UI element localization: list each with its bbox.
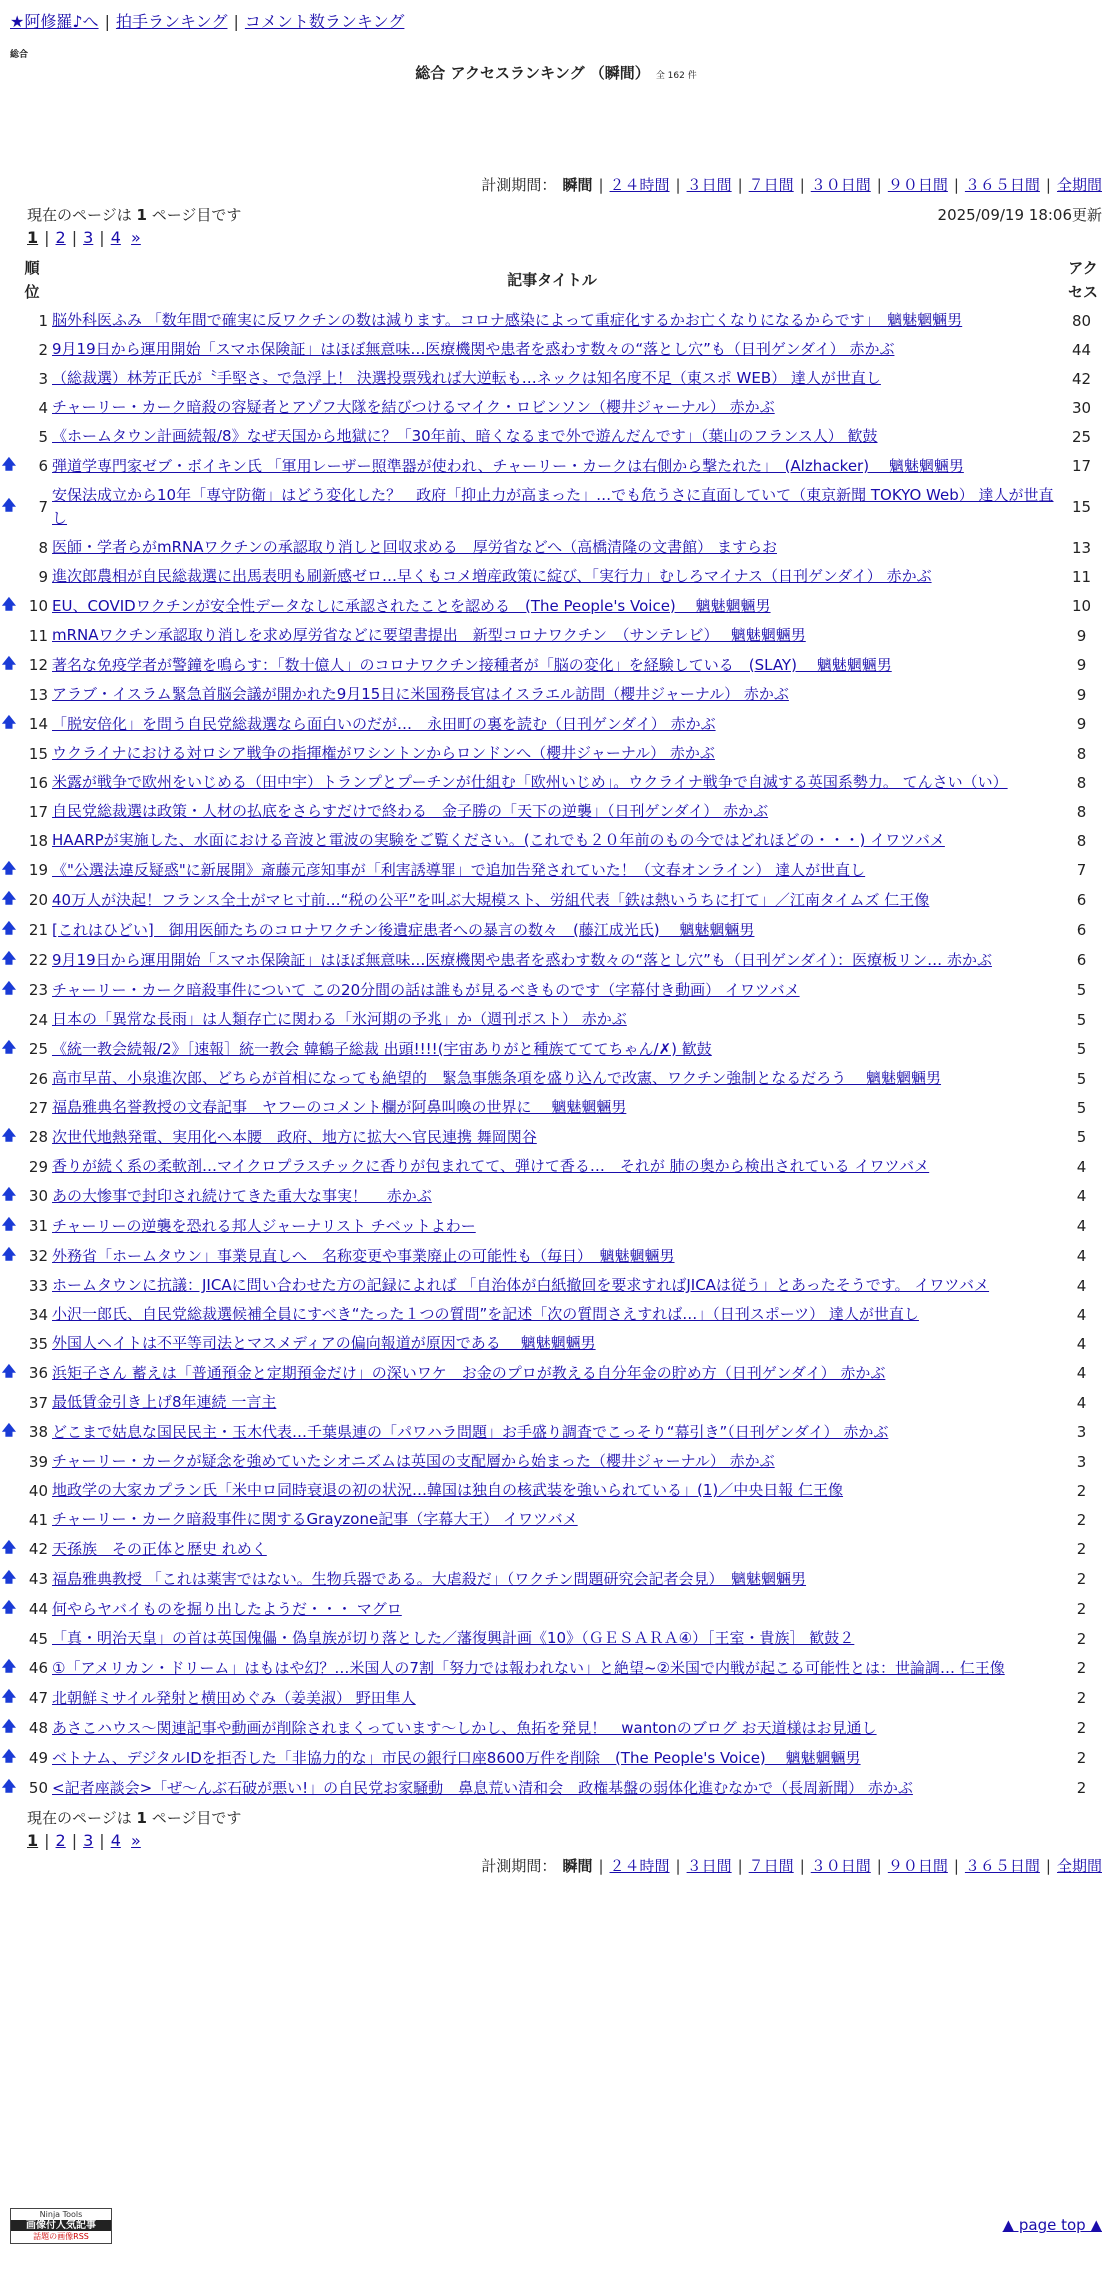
article-link[interactable]: あさこハウス～関連記事や動画が削除されまくっています～しかし、魚拓を発見！ wantonのブログ お天道様はお見通し: [52, 1718, 877, 1737]
access-count: 5: [1076, 1010, 1087, 1029]
page-info-bottom: 現在のページは 1 ページ目です: [27, 1809, 242, 1827]
rank-number: 41: [28, 1510, 48, 1529]
article-link[interactable]: 《ホームタウン計画続報/8》なぜ天国から地獄に？「30年前、暗くなるまで外で遊んだんです」（葉山のフランス人） 歓鼓: [52, 427, 878, 445]
table-row: [0, 1447, 1112, 1476]
article-link[interactable]: 何やらヤバイものを掘り出したようだ・・・ マグロ: [52, 1599, 402, 1618]
rank-number: 30: [28, 1187, 48, 1205]
table-row: [0, 855, 1112, 885]
access-count: 42: [1071, 369, 1092, 388]
access-count: 4: [1076, 1364, 1087, 1382]
rank-number: 23: [28, 981, 48, 999]
access-count: 5: [1076, 1040, 1087, 1058]
rank-number: 7: [38, 498, 48, 516]
table-row: [0, 1534, 1112, 1564]
table-row: [0, 709, 1112, 739]
access-count: 80: [1071, 311, 1092, 330]
period-all-link[interactable]: 全期間: [1056, 176, 1102, 194]
article-link[interactable]: 9月19日から運用開始「スマホ保険証」はほぼ無意味…医療機関や患者を惑わす数々の“落とし穴”も（日刊ゲンダイ）：医療板リン… 赤かぶ: [52, 950, 992, 969]
article-link[interactable]: 北朝鮮ミサイル発射と横田めぐみ（姜美淑） 野田隼人: [52, 1688, 416, 1707]
access-count: 9: [1076, 656, 1087, 674]
rank-number: 20: [28, 891, 48, 909]
period-3d-link[interactable]: ３日間: [686, 176, 732, 194]
table-row: [0, 1093, 1112, 1122]
rank-number: 22: [28, 951, 48, 969]
period-7d-link[interactable]: ７日間: [748, 1857, 794, 1875]
access-count: 5: [1076, 1098, 1087, 1117]
rank-up-arrow-icon: 🡅: [1, 656, 17, 672]
article-link[interactable]: 小沢一郎氏、自民党総裁選候補全員にすべき“たった１つの質問”を記述「次の質問さえすれば…」（日刊スポーツ） 達人が世直し: [52, 1305, 919, 1323]
article-link[interactable]: チャーリー・カーク暗殺事件に関するGrayzone記事（字幕大王） イワツバメ: [52, 1510, 578, 1528]
article-link[interactable]: あの大惨事で封印され続けてきた重大な事実！ 赤かぶ: [52, 1186, 432, 1205]
article-link[interactable]: 脳外科医ふみ 「数年間で確実に反ワクチンの数は減ります。コロナ感染によって重症化するかお亡くなりになるからです」 魑魅魍魎男: [52, 311, 963, 329]
rank-number: 10: [28, 597, 48, 615]
rank-up-arrow-icon: 🡅: [1, 861, 17, 877]
rank-up-arrow-icon: 🡅: [1, 1570, 17, 1586]
rank-up-arrow-icon: 🡅: [1, 1247, 17, 1263]
rank-number: 40: [28, 1481, 48, 1500]
period-label: 計測期間：: [481, 1857, 557, 1875]
rank-number: 44: [28, 1600, 48, 1618]
rank-number: 38: [28, 1423, 48, 1441]
rank-number: 14: [28, 715, 48, 733]
table-row: [0, 1505, 1112, 1534]
rank-up-arrow-icon: 🡅: [1, 597, 17, 613]
home-link[interactable]: ★阿修羅♪へ: [10, 12, 99, 31]
article-link[interactable]: チャーリー・カーク暗殺事件について この20分間の話は誰もが見るべきものです（字幕付き動画） イワツバメ: [52, 980, 800, 999]
table-row: [0, 680, 1112, 709]
rank-number: 17: [28, 802, 48, 821]
rank-number: 24: [28, 1010, 48, 1029]
rank-number: 46: [28, 1659, 48, 1677]
access-count: 3: [1076, 1423, 1087, 1441]
table-row: [0, 1594, 1112, 1624]
access-count: 4: [1076, 1247, 1087, 1265]
article-link[interactable]: 米露が戦争で欧州をいじめる（田中宇）トランプとプーチンが仕組む「欧州いじめ」。ウクライナ戦争で自滅する英国系勢力。 てんさい（い）: [52, 773, 1008, 791]
page-title: [0, 62, 1112, 83]
access-count: 2: [1076, 1689, 1087, 1707]
table-row: [0, 1713, 1112, 1743]
table-row: [0, 1152, 1112, 1181]
pager-page-4[interactable]: 4: [110, 1831, 121, 1850]
table-row: [0, 481, 1112, 533]
rank-up-arrow-icon: 🡅: [1, 715, 17, 731]
article-link[interactable]: 進次郎農相が自民総裁選に出馬表明も刷新感ゼロ…早くもコメ増産政策に綻び、「実行力」むしろマイナス（日刊ゲンダイ） 赤かぶ: [52, 567, 932, 585]
rank-number: 16: [28, 773, 48, 792]
table-row: [0, 1624, 1112, 1653]
article-link[interactable]: 福島雅典教授 「これは薬害ではない。生物兵器である。大虐殺だ」（ワクチン問題研究会記者会見） 魑魅魍魎男: [52, 1569, 807, 1588]
article-link[interactable]: チャーリー・カーク暗殺の容疑者とアゾフ大隊を結びつけるマイク・ロビンソン（櫻井ジャーナル） 赤かぶ: [52, 398, 775, 416]
period-30d-link[interactable]: ３０日間: [810, 176, 871, 194]
article-link[interactable]: 最低賃金引き上げ8年連続 一言主: [52, 1393, 277, 1411]
table-row: [0, 739, 1112, 768]
rank-number: 8: [38, 538, 48, 557]
article-link[interactable]: 高市早苗、小泉進次郎、どちらが首相になっても絶望的 緊急事態条項を盛り込んで改憲、ワクチン強制となるだろう 魑魅魍魎男: [52, 1069, 942, 1087]
col-access-header: アクセス: [1067, 259, 1098, 301]
rank-number: 6: [38, 457, 48, 475]
rank-number: 45: [28, 1629, 48, 1648]
rank-number: 47: [28, 1689, 48, 1707]
period-label: 計測期間：: [481, 176, 557, 194]
updated-timestamp: 2025/09/19 18:06更新: [937, 206, 1102, 224]
table-row: [0, 533, 1112, 562]
rank-number: 42: [28, 1540, 48, 1558]
access-count: 8: [1076, 802, 1087, 821]
table-row: [0, 1122, 1112, 1152]
rank-number: 29: [28, 1157, 48, 1176]
access-count: 5: [1076, 981, 1087, 999]
rank-up-arrow-icon: 🡅: [1, 1187, 17, 1203]
access-count: 8: [1076, 831, 1087, 850]
table-row: [0, 591, 1112, 621]
rank-number: 18: [28, 831, 48, 850]
table-row: [0, 797, 1112, 826]
table-row: [0, 1358, 1112, 1388]
table-row: [0, 451, 1112, 481]
access-count: 4: [1076, 1305, 1087, 1324]
table-row: [0, 1683, 1112, 1713]
access-count: 4: [1076, 1334, 1087, 1353]
access-count: 4: [1076, 1187, 1087, 1205]
article-link[interactable]: EU、COVIDワクチンが安全性データなしに承認されたことを認める (The People's Voice) 魑魅魍魎男: [52, 596, 771, 615]
table-row: [0, 1181, 1112, 1211]
total-count: 全 162 件: [655, 71, 697, 81]
rank-number: 36: [28, 1364, 48, 1382]
access-count: 2: [1076, 1659, 1087, 1677]
table-row: [0, 1653, 1112, 1683]
access-count: 6: [1076, 891, 1087, 909]
article-link[interactable]: 外国人ヘイトは不平等司法とマスメディアの偏向報道が原因である 魑魅魍魎男: [52, 1334, 596, 1352]
rank-number: 32: [28, 1247, 48, 1265]
rank-number: 39: [28, 1452, 48, 1471]
rank-number: 21: [28, 921, 48, 939]
rank-number: 49: [28, 1749, 48, 1767]
table-row: [0, 1005, 1112, 1034]
pager-page-3[interactable]: 3: [83, 1831, 94, 1850]
pager-page-2[interactable]: 2: [55, 1831, 66, 1850]
article-link[interactable]: チャーリー・カークが疑念を強めていたシオニズムは英国の支配層から始まった（櫻井ジャーナル） 赤かぶ: [52, 1452, 775, 1470]
pager-next[interactable]: »: [131, 1831, 141, 1850]
table-row: [0, 1388, 1112, 1417]
access-count: 2: [1076, 1600, 1087, 1618]
pager-current: 1: [27, 1831, 39, 1850]
col-rank-header: 順位: [24, 259, 40, 301]
access-count: 15: [1071, 498, 1092, 516]
table-row: [0, 364, 1112, 393]
pager-next[interactable]: »: [131, 228, 141, 247]
ranking-table: [0, 306, 1112, 1803]
access-count: 4: [1076, 1393, 1087, 1412]
table-row: [0, 1034, 1112, 1064]
article-link[interactable]: 弾道学専門家ゼブ・ボイキン氏 「軍用レーザー照準器が使われ、チャーリー・カークは右側から撃たれた」 (Alzhacker) 魑魅魍魎男: [52, 456, 964, 475]
access-count: 30: [1071, 398, 1092, 417]
period-90d-link[interactable]: ９０日間: [887, 1857, 948, 1875]
title-text: 総合 アクセスランキング （瞬間）: [415, 64, 650, 82]
article-link[interactable]: 医師・学者らがmRNAワクチンの承認取り消しと回収求める 厚労省などへ（高橋清隆の文書館） ますらお: [52, 538, 777, 556]
rank-number: 19: [28, 861, 48, 879]
access-count: 4: [1076, 1157, 1087, 1176]
access-count: 2: [1076, 1510, 1087, 1529]
article-link[interactable]: （総裁選）林芳正氏が〝手堅さ〟で急浮上！ 決選投票残れば大逆転も…ネックは知名度不足（東スポ WEB） 達人が世直し: [52, 369, 881, 387]
period-current: 瞬間: [562, 176, 593, 194]
article-link[interactable]: 福島雅典名誉教授の文春記事 ヤフーのコメント欄が阿鼻叫喚の世界に 魑魅魍魎男: [52, 1098, 627, 1116]
table-row: [0, 945, 1112, 975]
access-count: 6: [1076, 921, 1087, 939]
article-link[interactable]: <記者座談会>「ぜ～んぶ石破が悪い!」の自民党お家騒動 鼻息荒い清和会 政権基盤の弱体化進むなかで（長周新聞） 赤かぶ: [52, 1778, 913, 1797]
article-link[interactable]: 香りが続く系の柔軟剤…マイクロプラスチックに香りが包まれてて、弾けて香る… それが 肺の奥から検出されている イワツバメ: [52, 1157, 930, 1175]
rank-up-arrow-icon: 🡅: [1, 498, 17, 514]
access-count: 6: [1076, 951, 1087, 969]
access-count: 2: [1076, 1629, 1087, 1648]
period-selector-top: 計測期間： 瞬間 | ２４時間 | ３日間 | ７日間 | ３０日間 | ９０日間 | ３６５日間 | 全期間: [481, 176, 1102, 194]
article-link[interactable]: 天孫族 その正体と歴史 れめく: [52, 1539, 267, 1558]
rank-number: 1: [38, 311, 48, 330]
separator: |: [104, 12, 110, 31]
article-link[interactable]: 地政学の大家カプラン氏「米中ロ同時衰退の初の状況…韓国は独自の核武装を強いられている」(1)／中央日報 仁王像: [52, 1481, 844, 1499]
table-row: [0, 1773, 1112, 1803]
table-row: [0, 1271, 1112, 1300]
rank-number: 2: [38, 340, 48, 359]
article-link[interactable]: 安保法成立から10年「専守防衛」はどう変化した？ 政府「抑止力が高まった」…でも危うさに直面していて（東京新聞 TOKYO Web） 達人が世直し: [52, 486, 1054, 527]
article-link[interactable]: 外務省「ホームタウン」事業見直しへ 名称変更や事業廃止の可能性も（毎日） 魑魅魍魎男: [52, 1246, 675, 1265]
article-link[interactable]: 著名な免疫学者が警鐘を鳴らす：「数十億人」のコロナワクチン接種者が「脳の変化」を経験している (SLAY) 魑魅魍魎男: [52, 655, 892, 674]
pager-top: 1 | 2 | 3 | 4 »: [27, 228, 141, 247]
article-link[interactable]: 自民党総裁選は政策・人材の払底をさらすだけで終わる 金子勝の「天下の逆襲」（日刊ゲンダイ） 赤かぶ: [52, 802, 769, 820]
rank-up-arrow-icon: 🡅: [1, 1779, 17, 1795]
rank-number: 12: [28, 656, 48, 674]
access-count: 25: [1071, 427, 1092, 446]
pager-current: 1: [27, 228, 39, 247]
table-row: [0, 1241, 1112, 1271]
table-row: [0, 621, 1112, 650]
pager-page-4[interactable]: 4: [110, 228, 121, 247]
rank-up-arrow-icon: 🡅: [1, 981, 17, 997]
article-link[interactable]: アラブ・イスラム緊急首脳会議が開かれた9月15日に米国務長官はイスラエル訪問（櫻井ジャーナル） 赤かぶ: [52, 685, 789, 703]
access-count: 5: [1076, 1128, 1087, 1146]
table-row: [0, 335, 1112, 364]
article-link[interactable]: 浜矩子さん 蓄えは「普通預金と定期預金だけ」の深いワケ お金のプロが教える自分年金の貯め方（日刊ゲンダイ） 赤かぶ: [52, 1363, 886, 1382]
rank-up-arrow-icon: 🡅: [1, 1719, 17, 1735]
article-link[interactable]: 「脱安倍化」を問う自民党総裁選なら面白いのだが… 永田町の裏を読む（日刊ゲンダイ） 赤かぶ: [52, 714, 716, 733]
rank-number: 11: [28, 626, 48, 645]
rank-number: 9: [38, 567, 48, 586]
period-3d-link[interactable]: ３日間: [686, 1857, 732, 1875]
article-link[interactable]: 日本の「異常な長雨」は人類存亡に関わる「氷河期の予兆」か（週刊ポスト） 赤かぶ: [52, 1010, 627, 1028]
access-count: 2: [1076, 1719, 1087, 1737]
table-row: [0, 650, 1112, 680]
rank-number: 26: [28, 1069, 48, 1088]
article-link[interactable]: 9月19日から運用開始「スマホ保険証」はほぼ無意味…医療機関や患者を惑わす数々の“落とし穴”も（日刊ゲンダイ） 赤かぶ: [52, 340, 895, 358]
table-row: [0, 562, 1112, 591]
access-count: 4: [1076, 1217, 1087, 1235]
table-row: [0, 306, 1112, 335]
access-count: 17: [1071, 457, 1092, 475]
page-top-link[interactable]: ▲ page top ▲: [1002, 2216, 1102, 2234]
rank-up-arrow-icon: 🡅: [1, 1540, 17, 1556]
rank-number: 43: [28, 1570, 48, 1588]
access-count: 3: [1076, 1452, 1087, 1471]
article-link[interactable]: [これはひどい] 御用医師たちのコロナワクチン後遺症患者への暴言の数々 (藤江成光氏) 魑魅魍魎男: [52, 920, 755, 939]
access-count: 13: [1071, 538, 1092, 557]
rank-up-arrow-icon: 🡅: [1, 1423, 17, 1439]
rank-number: 4: [38, 398, 48, 417]
access-count: 7: [1076, 861, 1087, 879]
access-count: 9: [1076, 715, 1087, 733]
rank-number: 25: [28, 1040, 48, 1058]
rank-number: 31: [28, 1217, 48, 1235]
access-count: 2: [1076, 1749, 1087, 1767]
access-count: 9: [1076, 626, 1087, 645]
rank-up-arrow-icon: 🡅: [1, 1600, 17, 1616]
access-count: 9: [1076, 685, 1087, 704]
article-link[interactable]: 40万人が決起！フランス全土がマヒ寸前…“税の公平”を叫ぶ大規模スト、労組代表「鉄は熱いうちに打て」／江南タイムズ 仁王像: [52, 890, 930, 909]
table-row: [0, 1211, 1112, 1241]
access-count: 8: [1076, 744, 1087, 763]
rank-number: 35: [28, 1334, 48, 1353]
access-count: 2: [1076, 1540, 1087, 1558]
rank-number: 48: [28, 1719, 48, 1737]
article-link[interactable]: mRNAワクチン承認取り消しを求め厚労省などに要望書提出 新型コロナワクチン （サンテレビ） 魑魅魍魎男: [52, 626, 806, 644]
access-count: 5: [1076, 1069, 1087, 1088]
rank-number: 33: [28, 1276, 48, 1295]
period-all-link[interactable]: 全期間: [1056, 1857, 1102, 1875]
rank-up-arrow-icon: 🡅: [1, 1128, 17, 1144]
table-row: [0, 1564, 1112, 1594]
rank-up-arrow-icon: 🡅: [1, 1217, 17, 1233]
access-count: 8: [1076, 773, 1087, 792]
access-count: 2: [1076, 1779, 1087, 1797]
article-link[interactable]: 次世代地熱発電、実用化へ本腰 政府、地方に拡大へ官民連携 舞岡関谷: [52, 1127, 537, 1146]
article-link[interactable]: チャーリーの逆襲を恐れる邦人ジャーナリスト チベットよわー: [52, 1216, 476, 1235]
access-count: 4: [1076, 1276, 1087, 1295]
clap-ranking-link[interactable]: 拍手ランキング: [115, 12, 228, 31]
separator: |: [233, 12, 239, 31]
rank-up-arrow-icon: 🡅: [1, 1749, 17, 1765]
rank-number: 15: [28, 744, 48, 763]
rank-up-arrow-icon: 🡅: [1, 457, 17, 473]
article-link[interactable]: どこまで姑息な国民民主・玉木代表…千葉県連の「パワハラ問題」お手盛り調査でこっそり“幕引き”（日刊ゲンダイ） 赤かぶ: [52, 1422, 889, 1441]
pager-page-2[interactable]: 2: [55, 228, 66, 247]
col-title-header: 記事タイトル: [507, 271, 597, 289]
table-row: [0, 1329, 1112, 1358]
rank-number: 50: [28, 1779, 48, 1797]
table-row: [0, 1476, 1112, 1505]
table-row: [0, 768, 1112, 797]
table-row: [0, 393, 1112, 422]
period-current: 瞬間: [562, 1857, 593, 1875]
rank-number: 5: [38, 427, 48, 446]
ninja-tools-badge[interactable]: Ninja Tools 画像付人気記事 話題の画像RSS: [10, 2208, 112, 2244]
table-row: [0, 1417, 1112, 1447]
access-count: 44: [1071, 340, 1092, 359]
rank-number: 27: [28, 1098, 48, 1117]
article-link[interactable]: HAARPが実施した、水面における音波と電波の実験をご覧ください。(これでも２０年前のもの今ではどれほどの・・・) イワツバメ: [52, 831, 945, 849]
access-count: 2: [1076, 1570, 1087, 1588]
table-row: [0, 1064, 1112, 1093]
rank-up-arrow-icon: 🡅: [1, 1689, 17, 1705]
table-row: [0, 885, 1112, 915]
period-365d-link[interactable]: ３６５日間: [964, 176, 1040, 194]
table-row: [0, 975, 1112, 1005]
article-link[interactable]: 「真・明治天皇」の首は英国傀儡・偽皇族が切り落とした／藩復興計画《10》（ＧＥＳＡＲＡ④）［王室・貴族］ 歓鼓２: [52, 1629, 855, 1647]
rank-up-arrow-icon: 🡅: [1, 1364, 17, 1380]
pager-bottom: 1 | 2 | 3 | 4 »: [27, 1831, 141, 1850]
period-365d-link[interactable]: ３６５日間: [964, 1857, 1040, 1875]
article-link[interactable]: ベトナム、デジタルIDを拒否した「非協力的な」市民の銀行口座8600万件を削除 (The People's Voice) 魑魅魍魎男: [52, 1748, 861, 1767]
comment-ranking-link[interactable]: コメント数ランキング: [244, 12, 405, 31]
article-link[interactable]: 《"公選法違反疑惑"に新展開》斎藤元彦知事が「利害誘導罪」で追加告発されていた！（文春オンライン） 達人が世直し: [52, 860, 866, 879]
rank-number: 37: [28, 1393, 48, 1412]
table-header: [0, 256, 1112, 306]
rank-up-arrow-icon: 🡅: [1, 1040, 17, 1056]
pager-page-3[interactable]: 3: [83, 228, 94, 247]
rank-number: 34: [28, 1305, 48, 1324]
access-count: 11: [1071, 567, 1092, 586]
table-row: [0, 915, 1112, 945]
rank-number: 13: [28, 685, 48, 704]
page-info-top: 現在のページは 1 ページ目です: [27, 206, 242, 224]
access-count: 10: [1071, 597, 1092, 615]
article-link[interactable]: ウクライナにおける対ロシア戦争の指揮権がワシントンからロンドンへ（櫻井ジャーナル） 赤かぶ: [52, 744, 715, 762]
access-count: 2: [1076, 1481, 1087, 1500]
table-row: [0, 826, 1112, 855]
period-7d-link[interactable]: ７日間: [748, 176, 794, 194]
period-24h-link[interactable]: ２４時間: [609, 176, 670, 194]
rank-up-arrow-icon: 🡅: [1, 1659, 17, 1675]
rank-up-arrow-icon: 🡅: [1, 891, 17, 907]
rank-up-arrow-icon: 🡅: [1, 921, 17, 937]
period-24h-link[interactable]: ２４時間: [609, 1857, 670, 1875]
top-navigation: [10, 10, 404, 34]
table-row: [0, 1743, 1112, 1773]
rank-up-arrow-icon: 🡅: [1, 951, 17, 967]
article-link[interactable]: ①「アメリカン・ドリーム」はもはや幻？…米国人の7割「努力では報われない」と絶望~②米国で内戦が起こる可能性とは：世論調… 仁王像: [52, 1658, 1005, 1677]
period-30d-link[interactable]: ３０日間: [810, 1857, 871, 1875]
table-row: [0, 422, 1112, 451]
rank-number: 3: [38, 369, 48, 388]
table-row: [0, 1300, 1112, 1329]
rank-number: 28: [28, 1128, 48, 1146]
article-link[interactable]: 《統一教会続報/2》［速報］統一教会 韓鶴子総裁 出頭!!!!(宇宙ありがと種族てててちゃん/✗) 歓鼓: [52, 1039, 712, 1058]
category-label: 総合: [10, 50, 29, 60]
period-selector-bottom: 計測期間： 瞬間 | ２４時間 | ３日間 | ７日間 | ３０日間 | ９０日間 | ３６５日間 | 全期間: [481, 1857, 1102, 1875]
article-link[interactable]: ホームタウンに抗議：JICAに問い合わせた方の記録によれば 「自治体が白紙撤回を要求すればJICAは従う」とあったそうです。 イワツバメ: [52, 1276, 990, 1294]
period-90d-link[interactable]: ９０日間: [887, 176, 948, 194]
